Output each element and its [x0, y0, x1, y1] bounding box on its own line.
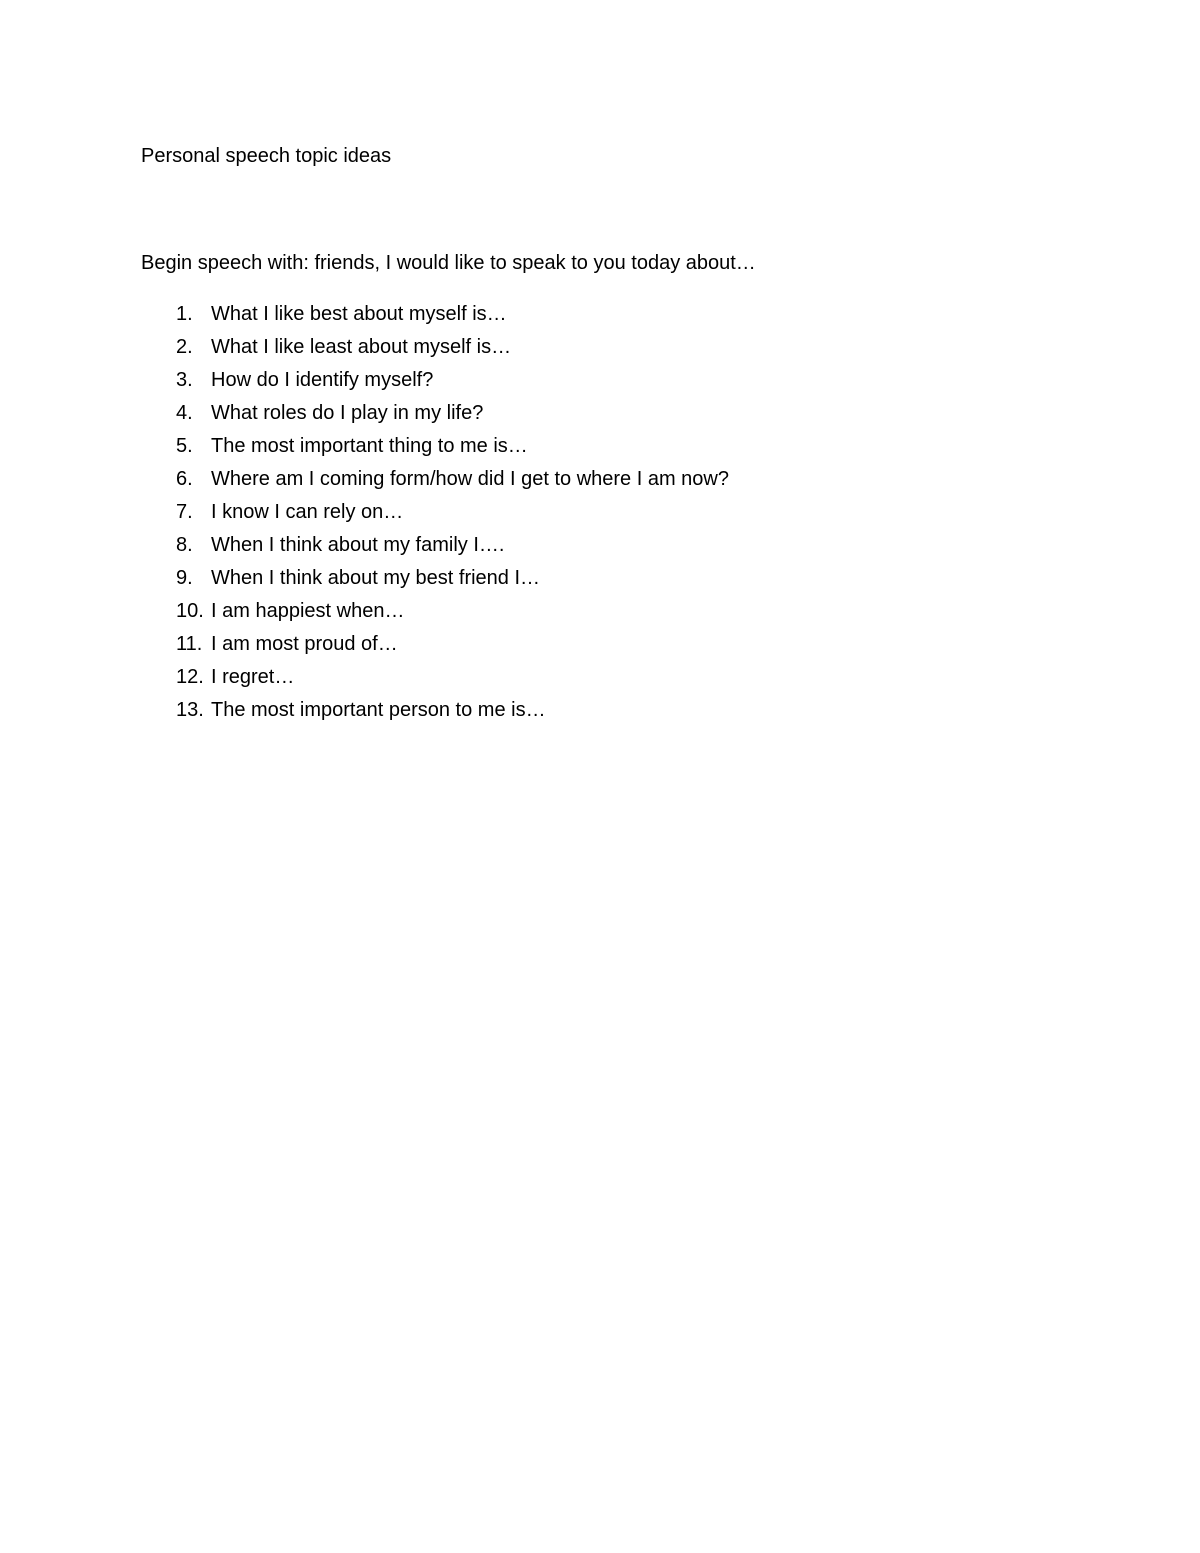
list-item-number: 1.	[176, 303, 193, 325]
list-item-text: What I like best about myself is…	[211, 303, 507, 325]
list-item-number: 5.	[176, 435, 193, 457]
list-item	[176, 664, 729, 697]
list-item-text: I am happiest when…	[211, 600, 405, 622]
list-item-text: What I like least about myself is…	[211, 336, 512, 358]
list-item-text: What roles do I play in my life?	[211, 402, 484, 424]
document-title: Personal speech topic ideas	[141, 145, 392, 167]
list-item-number: 12.	[176, 666, 204, 688]
list-item-text: I know I can rely on…	[211, 501, 404, 523]
list-item-number: 4.	[176, 402, 193, 424]
list-item-number: 10.	[176, 600, 204, 622]
list-item-text: The most important thing to me is…	[211, 435, 528, 457]
list-item	[176, 697, 729, 730]
list-item-number: 2.	[176, 336, 193, 358]
list-item-text: I regret…	[211, 666, 295, 688]
list-item-number: 11.	[176, 633, 203, 655]
list-item-number: 13.	[176, 699, 204, 721]
list-item-text: Where am I coming form/how did I get to where I am now?	[211, 468, 729, 490]
list-item-number: 7.	[176, 501, 193, 523]
topic-list	[176, 301, 729, 730]
list-item	[176, 565, 729, 598]
list-item	[176, 532, 729, 565]
list-item-text: How do I identify myself?	[211, 369, 434, 391]
list-item-text: When I think about my best friend I…	[211, 567, 541, 589]
list-item-text: The most important person to me is…	[211, 699, 546, 721]
list-item	[176, 466, 729, 499]
list-item-number: 3.	[176, 369, 193, 391]
list-item	[176, 400, 729, 433]
intro-paragraph: Begin speech with: friends, I would like to speak to you today about…	[141, 252, 756, 274]
list-item-text: I am most proud of…	[211, 633, 398, 655]
list-item-number: 9.	[176, 567, 193, 589]
list-item	[176, 598, 729, 631]
list-item	[176, 301, 729, 334]
list-item	[176, 334, 729, 367]
list-item-number: 8.	[176, 534, 193, 556]
list-item-text: When I think about my family I….	[211, 534, 505, 556]
list-item	[176, 433, 729, 466]
list-item	[176, 631, 729, 664]
list-item	[176, 367, 729, 400]
list-item	[176, 499, 729, 532]
list-item-number: 6.	[176, 468, 193, 490]
